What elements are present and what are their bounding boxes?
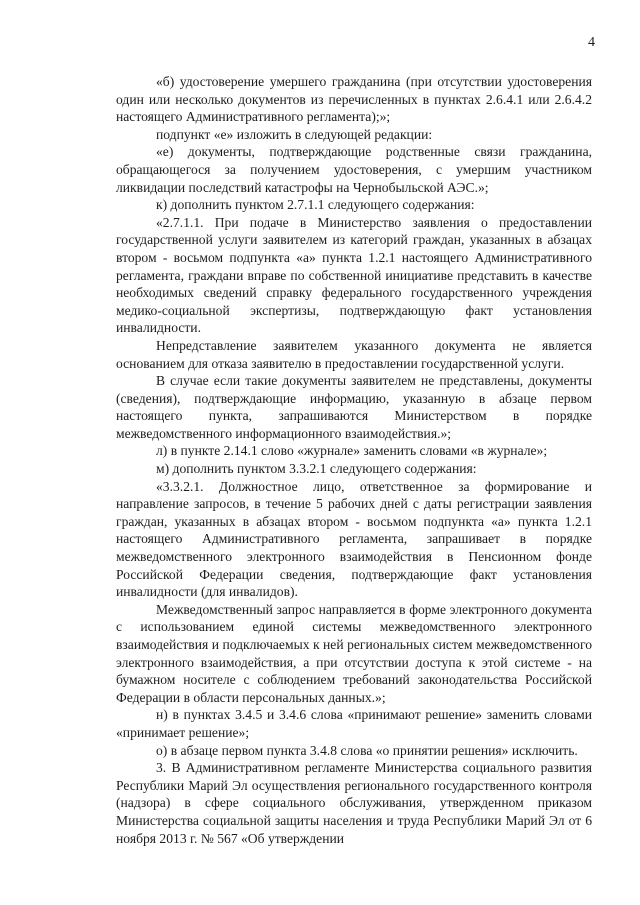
paragraph-clause-2-7-1-1: «2.7.1.1. При подаче в Министерство заявления о предоставлении государственной услуги заявителем из категорий граждан, указанных в абзацах втором - восьмом подпункта «а» пункта 1.2.1 настоящего Административного регламента, граждани вправе по собственной инициативе представить в качестве необходимых сведений справку федерального государственного учреждения медико-социальной экспертизы, подтверждающую факт установления инвалидности. [116, 214, 592, 336]
paragraph-interagency-request: Межведомственный запрос направляется в форме электронного документа с использованием единой системы межведомственного электронного взаимодействия и подключаемых к ней региональных систем межведомственного электронного взаимодействия, а при отсутствии доступа к этой системе - на бумажном носителе с соблюдением требований законодательства Российской Федерации в области персональных данных.»; [116, 601, 592, 705]
document-body [116, 73, 592, 847]
paragraph-item-l: л) в пункте 2.14.1 слово «журнале» заменить словами «в журнале»; [156, 443, 548, 459]
paragraph-non-submission: Непредставление заявителем указанного документа не является основанием для отказа заявителю в предоставлении государственной услуги. [116, 337, 592, 371]
paragraph-section-3: 3. В Административном регламенте Министерства социального развития Республики Марий Эл осуществления регионального государственного контроля (надзора) в сфере социального обслуживания, утвержденном приказом Министерства социальной защиты населения и труда Республики Марий Эл от 6 ноября 2013 г. № 567 «Об утверждении [116, 760, 592, 846]
paragraph-clause-3-3-2-1: «3.3.2.1. Должностное лицо, ответственное за формирование и направление запросов, в течение 5 рабочих дней с даты регистрации заявления граждан, указанных в абзацах втором - восьмом подпункта «а» пункта 1.2.1 настоящего Административного регламента, запрашивает в порядке межведомственного электронного взаимодействия в Пенсионном фонде Российской Федерации сведения, подтверждающие факт установления инвалидности (для инвалидов). [116, 478, 592, 600]
paragraph-subitem-e-intro: подпункт «е» изложить в следующей редакции: [156, 126, 433, 142]
paragraph-item-b: «б) удостоверение умершего гражданина (при отсутствии удостоверения один или несколько документов из перечисленных в пунктах 2.6.4.1 или 2.6.4.2 настоящего Административного регламента);»; [116, 74, 592, 125]
paragraph-item-e: «е) документы, подтверждающие родственные связи гражданина, обращающегося за получением удостоверения, с умершим участником ликвидации последствий катастрофы на Чернобыльской АЭС.»; [116, 144, 592, 195]
paragraph-item-o: о) в абзаце первом пункта 3.4.8 слова «о принятии решения» исключить. [156, 742, 578, 758]
paragraph-item-k: к) дополнить пунктом 2.7.1.1 следующего содержания: [156, 197, 475, 213]
paragraph-item-m: м) дополнить пунктом 3.3.2.1 следующего содержания: [156, 461, 477, 477]
page-number: 4 [588, 35, 595, 50]
paragraph-item-n: н) в пунктах 3.4.5 и 3.4.6 слова «принимают решение» заменить словами «принимает решение»; [116, 707, 592, 740]
paragraph-if-not-submitted: В случае если такие документы заявителем не представлены, документы (сведения), подтверждающие информацию, указанную в абзаце первом настоящего пункта, запрашиваются Министерством в порядке межведомственного информационного взаимодействия.»; [116, 373, 592, 441]
